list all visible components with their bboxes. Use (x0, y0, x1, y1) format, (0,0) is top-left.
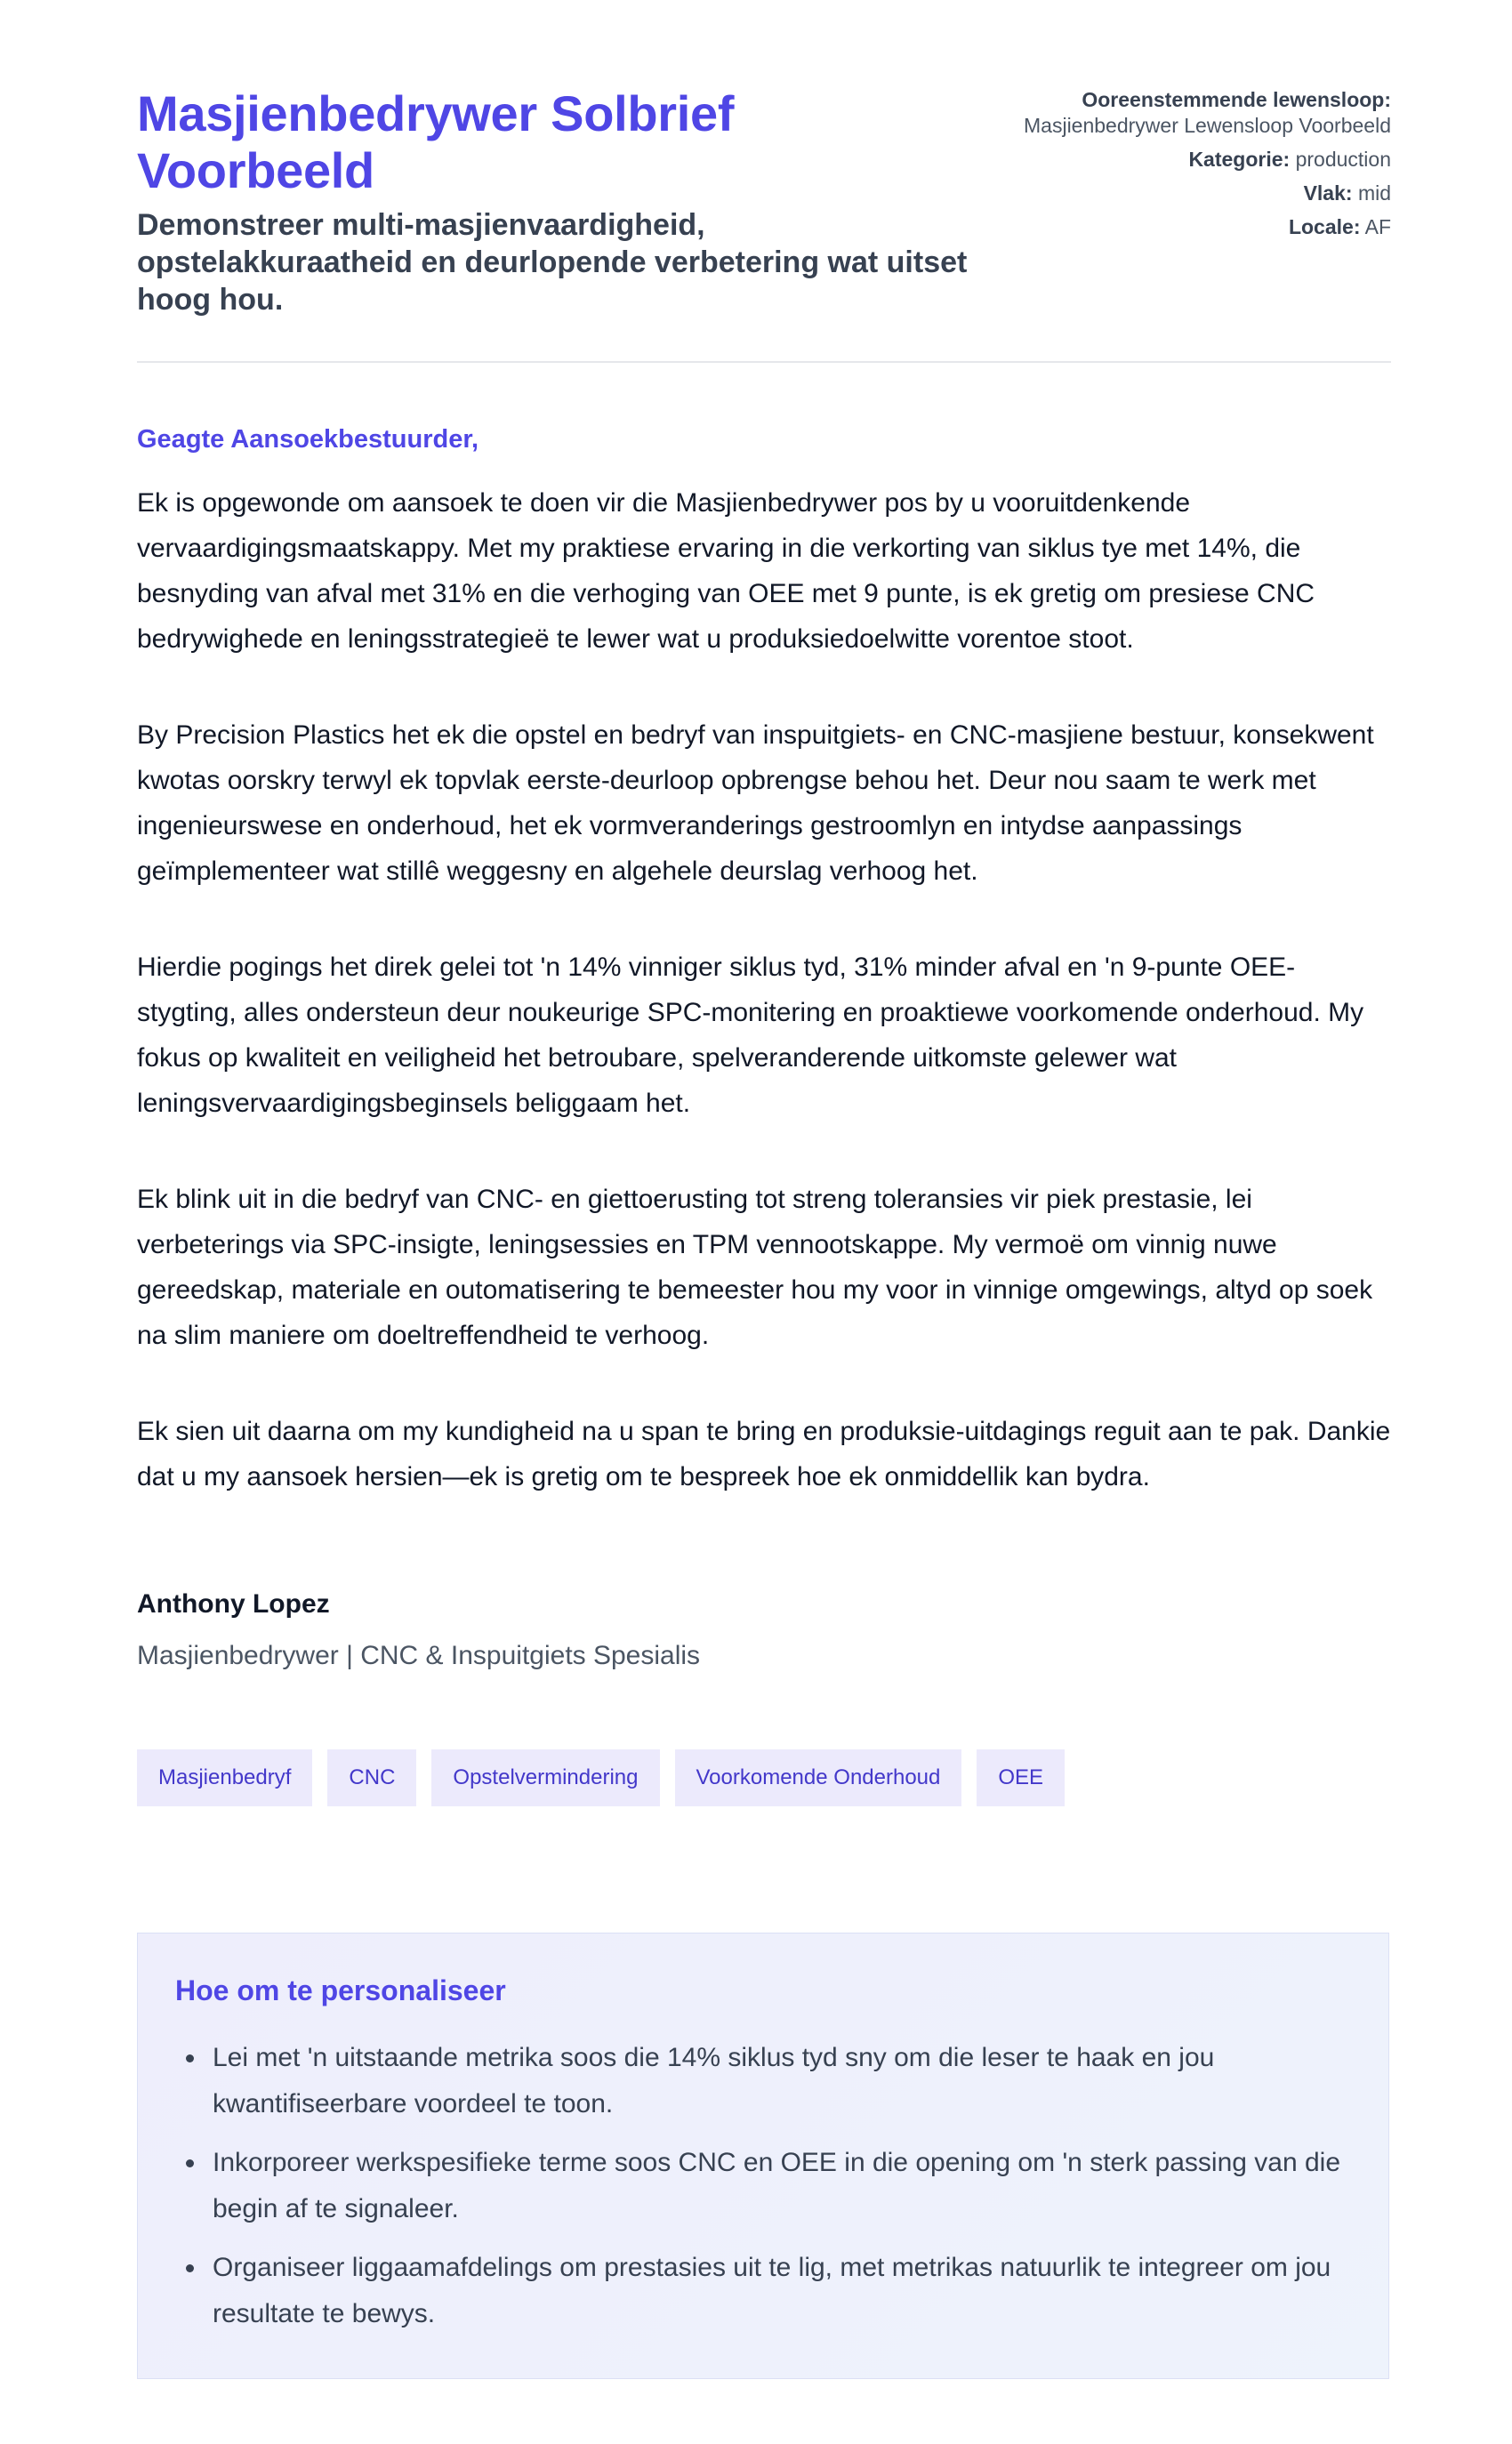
tip-item: • Organiseer liggaamafdelings om prestasies uit te lig, met metrikas natuurlik te integreer om jou resultate te bewys. (207, 2245, 1351, 2337)
letter-paragraph: Ek blink uit in die bedryf van CNC- en giettoerusting tot streng toleransies vir piek prestasie, lei verbeterings via SPC-insigte, leningsessies en TPM vennootskappe. My vermoë om vinnig nuwe gereedskap, materiale en outomatisering te bemeester hou my voor in vinnige omgewings, altyd op soek na slim maniere om doeltreffendheid te verhoog. (137, 1185, 1373, 1350)
meta-resume-value[interactable]: Masjienbedrywer Lewensloop Voorbeeld (1024, 114, 1391, 137)
tag[interactable]: Opstelvermindering (431, 1749, 659, 1806)
signature-name: Anthony Lopez (137, 1589, 330, 1619)
letter-paragraph: By Precision Plastics het ek die opstel en bedryf van inspuitgiets- en CNC-masjiene bestuur, konsekwent kwotas oorskry terwyl ek topvlak eerste-deurloop opbrengse behou het. Deur nou saam te werk met ingenieurswese en onderhoud, het ek vormveranderings gestroomlyn en intydse aanpassings geïmplementeer wat stillê weggesny en algehele deurslag verhoog het. (137, 720, 1374, 886)
meta-resume-label: Ooreenstemmende lewensloop: (1082, 88, 1391, 111)
page-title: Masjienbedrywer Solbrief Voorbeeld (137, 85, 735, 198)
signature-role: Masjienbedrywer | CNC & Inspuitgiets Spesialis (137, 1641, 701, 1670)
meta-category-label: Kategorie: (1188, 148, 1291, 171)
meta-locale-value: AF (1364, 215, 1391, 238)
header-divider (137, 361, 1391, 363)
letter-paragraph: Ek is opgewonde om aansoek te doen vir die Masjienbedrywer pos by u vooruitdenkende vervaardigingsmaatskappy. Met my praktiese ervaring in die verkorting van siklus tye met 14%, die besnyding van afval met 31% en die verhoging van OEE met 9 punte, is ek gretig om presiese CNC bedrywighede en leningsstrategieë te lewer wat u produksiedoelwitte vorentoe stoot. (137, 488, 1315, 654)
letter-paragraph: Ek sien uit daarna om my kundigheid na u span te bring en produksie-uitdagings reguit aan te pak. Dankie dat u my aansoek hersien—ek is gretig om te bespreek hoe ek onmiddellik kan bydra. (137, 1417, 1391, 1491)
header-left (137, 85, 973, 318)
tips-title: Hoe om te personaliseer (175, 1974, 506, 2006)
header (137, 0, 1391, 318)
meta-level-label: Vlak: (1303, 181, 1353, 205)
meta-category (1017, 147, 1391, 173)
page-subtitle: Demonstreer multi-masjienvaardigheid, opstelakkuraatheid en deurlopende verbetering wat uitset hoog hou. (137, 208, 968, 317)
letter-paragraph: Hierdie pogings het direk gelei tot 'n 14% vinniger siklus tyd, 31% minder afval en 'n 9-punte OEE-stygting, alles ondersteun deur noukeurige SPC-monitering en proaktiewe voorkomende onderhoud. My fokus op kwaliteit en veiligheid het betroubare, spelveranderende uitkomste gelewer wat leningsvervaardigingsbeginsels beliggaam het. (137, 953, 1364, 1118)
tag-list (137, 1749, 1391, 1806)
meta-panel (1017, 85, 1391, 248)
meta-locale (1017, 214, 1391, 240)
tag[interactable]: OEE (977, 1749, 1065, 1806)
personalize-tips-box (137, 1933, 1389, 2379)
letter-greeting: Geagte Aansoekbestuurder, (137, 425, 479, 454)
tag[interactable]: CNC (327, 1749, 416, 1806)
meta-category-value: production (1295, 148, 1391, 171)
tip-item: • Lei met 'n uitstaande metrika soos die 14% siklus tyd sny om die leser te haak en jou kwantifiseerbare voordeel te toon. (207, 2035, 1351, 2127)
meta-resume (1017, 87, 1391, 139)
tips-list (175, 2035, 1351, 2337)
meta-level-value: mid (1357, 181, 1391, 205)
tip-item: • Inkorporeer werkspesifieke terme soos CNC en OEE in die opening om 'n sterk passing van die begin af te signaleer. (207, 2140, 1351, 2232)
cover-letter-page (137, 0, 1391, 2328)
meta-locale-label: Locale: (1288, 215, 1361, 238)
meta-level (1017, 181, 1391, 206)
tag[interactable]: Masjienbedryf (137, 1749, 312, 1806)
tag[interactable]: Voorkomende Onderhoud (675, 1749, 962, 1806)
